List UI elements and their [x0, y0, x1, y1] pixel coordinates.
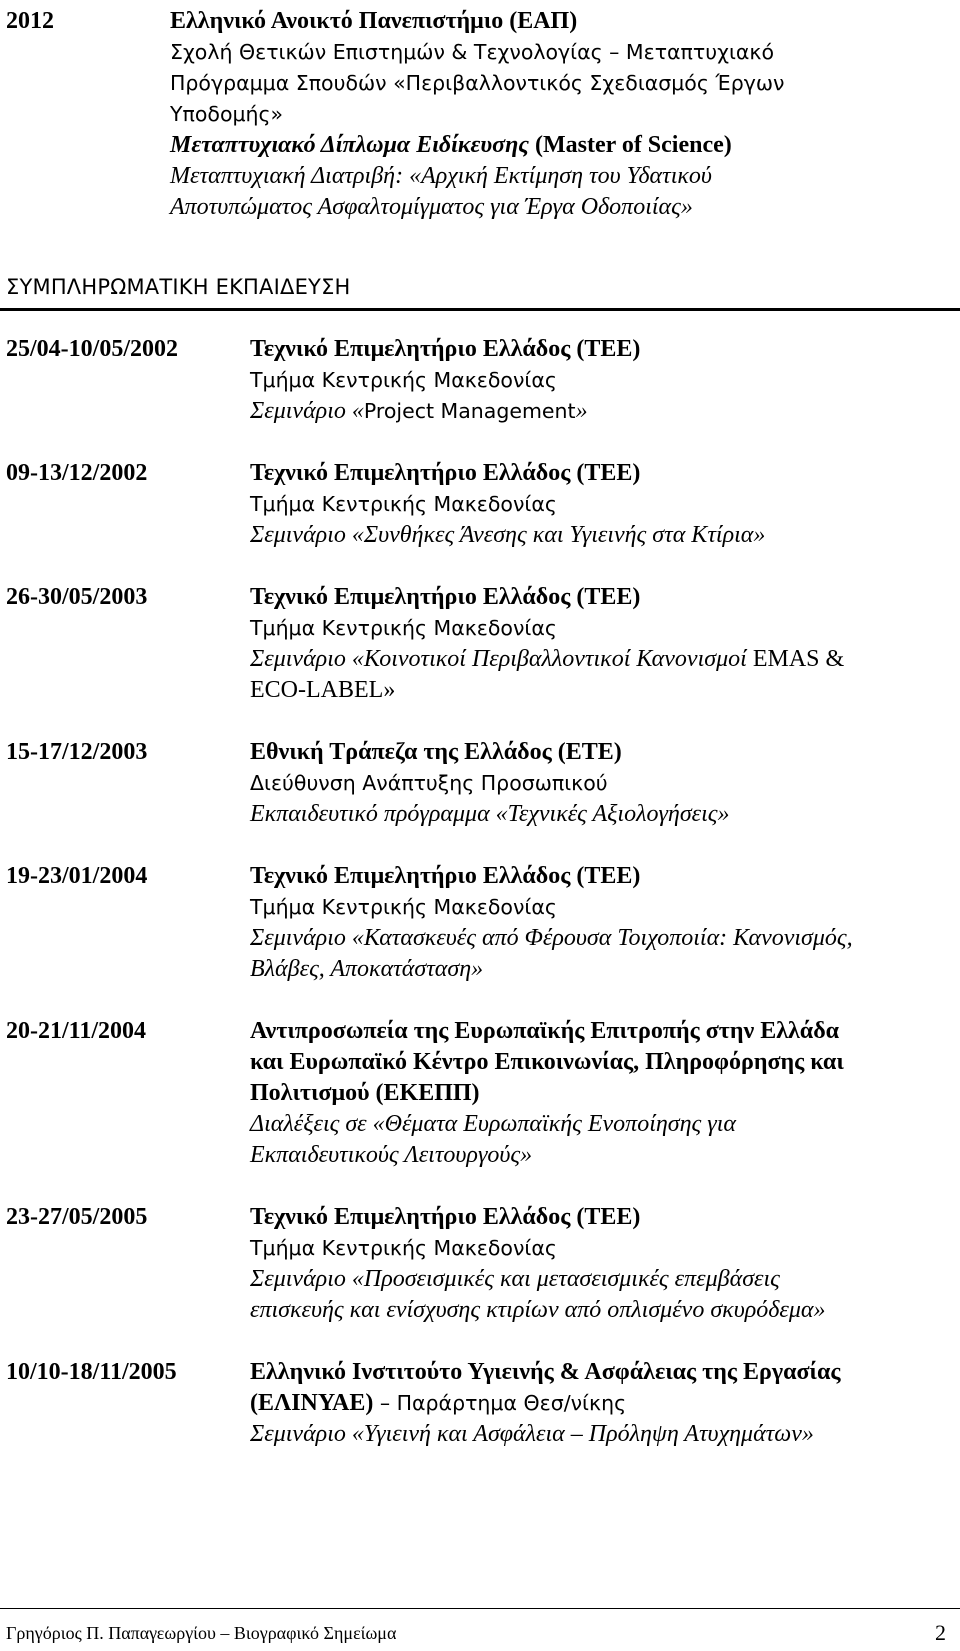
institution: Ελληνικό Ανοικτό Πανεπιστήμιο (ΕΑΠ): [170, 8, 578, 34]
seminar-title: Σεμινάριο «Κατασκευές από Φέρουσα Τοιχοποιία: Κανονισμός,: [250, 925, 853, 951]
entry-content: [250, 737, 946, 830]
seminar-title-continued: Βλάβες, Αποκατάσταση»: [250, 956, 484, 982]
entry-content: [250, 1357, 946, 1450]
department: Τμήμα Κεντρικής Μακεδονίας: [250, 895, 557, 919]
training-entry: [6, 1016, 946, 1171]
thesis-line: Αποτυπώματος Ασφαλτομίγματος για Έργα Οδοποιίας»: [170, 194, 693, 220]
organization: Τεχνικό Επιμελητήριο Ελλάδος (ΤΕΕ): [250, 863, 641, 889]
organization: Εθνική Τράπεζα της Ελλάδος (ΕΤΕ): [250, 739, 622, 765]
seminar-name: EMAS &: [752, 646, 845, 672]
seminar-title-continued: ECO-LABEL»: [250, 677, 396, 703]
seminar-title: Σεμινάριο «Προσεισμικές και μετασεισμικές επεμβάσεις: [250, 1266, 780, 1292]
training-entry: [6, 1202, 946, 1326]
entry-content: [170, 6, 936, 223]
organization-acronym: (ΕΛΙΝΥΑΕ): [250, 1390, 374, 1416]
entry-date: 20-21/11/2004: [6, 1018, 147, 1044]
page-number: 2: [935, 1620, 946, 1645]
entry-content: [250, 334, 946, 427]
entry-date: 09-13/12/2002: [6, 460, 148, 486]
training-list: [6, 334, 946, 1481]
entry-content: [250, 1202, 946, 1326]
department: Τμήμα Κεντρικής Μακεδονίας: [250, 616, 557, 640]
section-divider: [0, 308, 960, 311]
seminar-title: Σεμινάριο «Υγιεινή και Ασφάλεια – Πρόληψη Ατυχημάτων»: [250, 1421, 814, 1447]
degree-line: [170, 130, 936, 161]
school-line: Υποδομής»: [170, 102, 284, 126]
seminar-prefix: Σεμινάριο «Κοινοτικοί Περιβαλλοντικοί Κανονισμοί: [250, 646, 753, 672]
seminar-title: [250, 644, 946, 675]
seminar-title: Σεμινάριο «Συνθήκες Άνεσης και Υγιεινής στα Κτίρια»: [250, 522, 766, 548]
entry-date: 26-30/05/2003: [6, 584, 148, 610]
training-entry: [6, 334, 946, 427]
department: Διεύθυνση Ανάπτυξης Προσωπικού: [250, 771, 608, 795]
organization-continued: και Ευρωπαϊκό Κέντρο Επικοινωνίας, Πληροφόρησης και: [250, 1049, 844, 1075]
entry-content: [250, 458, 946, 551]
organization: Ελληνικό Ινστιτούτο Υγιεινής & Ασφάλειας της Εργασίας: [250, 1359, 841, 1385]
department: Τμήμα Κεντρικής Μακεδονίας: [250, 368, 557, 392]
education-entry-2012: [6, 6, 936, 223]
organization: Τεχνικό Επιμελητήριο Ελλάδος (ΤΕΕ): [250, 584, 641, 610]
thesis-line: Μεταπτυχιακή Διατριβή: «Αρχική Εκτίμηση του Υδατικού: [170, 163, 712, 189]
organization-branch: – Παράρτημα Θεσ/νίκης: [373, 1391, 627, 1415]
seminar-suffix: »: [575, 398, 588, 424]
department: Τμήμα Κεντρικής Μακεδονίας: [250, 492, 557, 516]
training-entry: [6, 1357, 946, 1450]
training-entry: [6, 458, 946, 551]
seminar-prefix: Σεμινάριο «: [250, 398, 364, 424]
organization: Αντιπροσωπεία της Ευρωπαϊκής Επιτροπής στην Ελλάδα: [250, 1018, 840, 1044]
entry-date: 25/04-10/05/2002: [6, 336, 178, 362]
footer-text: Γρηγόριος Π. Παπαγεωργίου – Βιογραφικό Σημείωμα: [6, 1623, 397, 1643]
organization: Τεχνικό Επιμελητήριο Ελλάδος (ΤΕΕ): [250, 460, 641, 486]
seminar-name: Project Management: [363, 399, 576, 423]
entry-date: 19-23/01/2004: [6, 863, 148, 889]
seminar-title: Διαλέξεις σε «Θέματα Ευρωπαϊκής Ενοποίησης για: [250, 1111, 736, 1137]
entry-date: 10/10-18/11/2005: [6, 1359, 177, 1385]
training-entry: [6, 737, 946, 830]
section-title: ΣΥΜΠΛΗΡΩΜΑΤΙΚΗ ΕΚΠΑΙΔΕΥΣΗ: [6, 275, 351, 299]
school-line: Σχολή Θετικών Επιστημών & Τεχνολογίας – Μεταπτυχιακό: [170, 40, 775, 64]
school-line: Πρόγραμμα Σπουδών «Περιβαλλοντικός Σχεδιασμός Έργων: [170, 71, 785, 95]
organization-continued: [250, 1388, 946, 1419]
organization-continued: Πολιτισμού (ΕΚΕΠΠ): [250, 1080, 480, 1106]
organization: Τεχνικό Επιμελητήριο Ελλάδος (ΤΕΕ): [250, 1204, 641, 1230]
entry-content: [250, 861, 946, 985]
entry-date: 23-27/05/2005: [6, 1204, 148, 1230]
training-entry: [6, 582, 946, 706]
entry-date: 15-17/12/2003: [6, 739, 148, 765]
seminar-title: [250, 396, 946, 427]
entry-date: 2012: [6, 8, 54, 34]
degree-title: Μεταπτυχιακό Δίπλωμα Ειδίκευσης: [170, 132, 529, 158]
training-entry: [6, 861, 946, 985]
organization: Τεχνικό Επιμελητήριο Ελλάδος (ΤΕΕ): [250, 336, 641, 362]
footer-divider: [0, 1608, 960, 1609]
department: Τμήμα Κεντρικής Μακεδονίας: [250, 1236, 557, 1260]
seminar-title-continued: επισκευής και ενίσχυσης κτιρίων από οπλισμένο σκυρόδεμα»: [250, 1297, 826, 1323]
seminar-title-continued: Εκπαιδευτικούς Λειτουργούς»: [250, 1142, 533, 1168]
degree-suffix: (Master of Science): [528, 132, 732, 158]
page-footer: [6, 1622, 946, 1644]
entry-content: [250, 582, 946, 706]
entry-content: [250, 1016, 946, 1171]
seminar-title: Εκπαιδευτικό πρόγραμμα «Τεχνικές Αξιολογήσεις»: [250, 801, 730, 827]
